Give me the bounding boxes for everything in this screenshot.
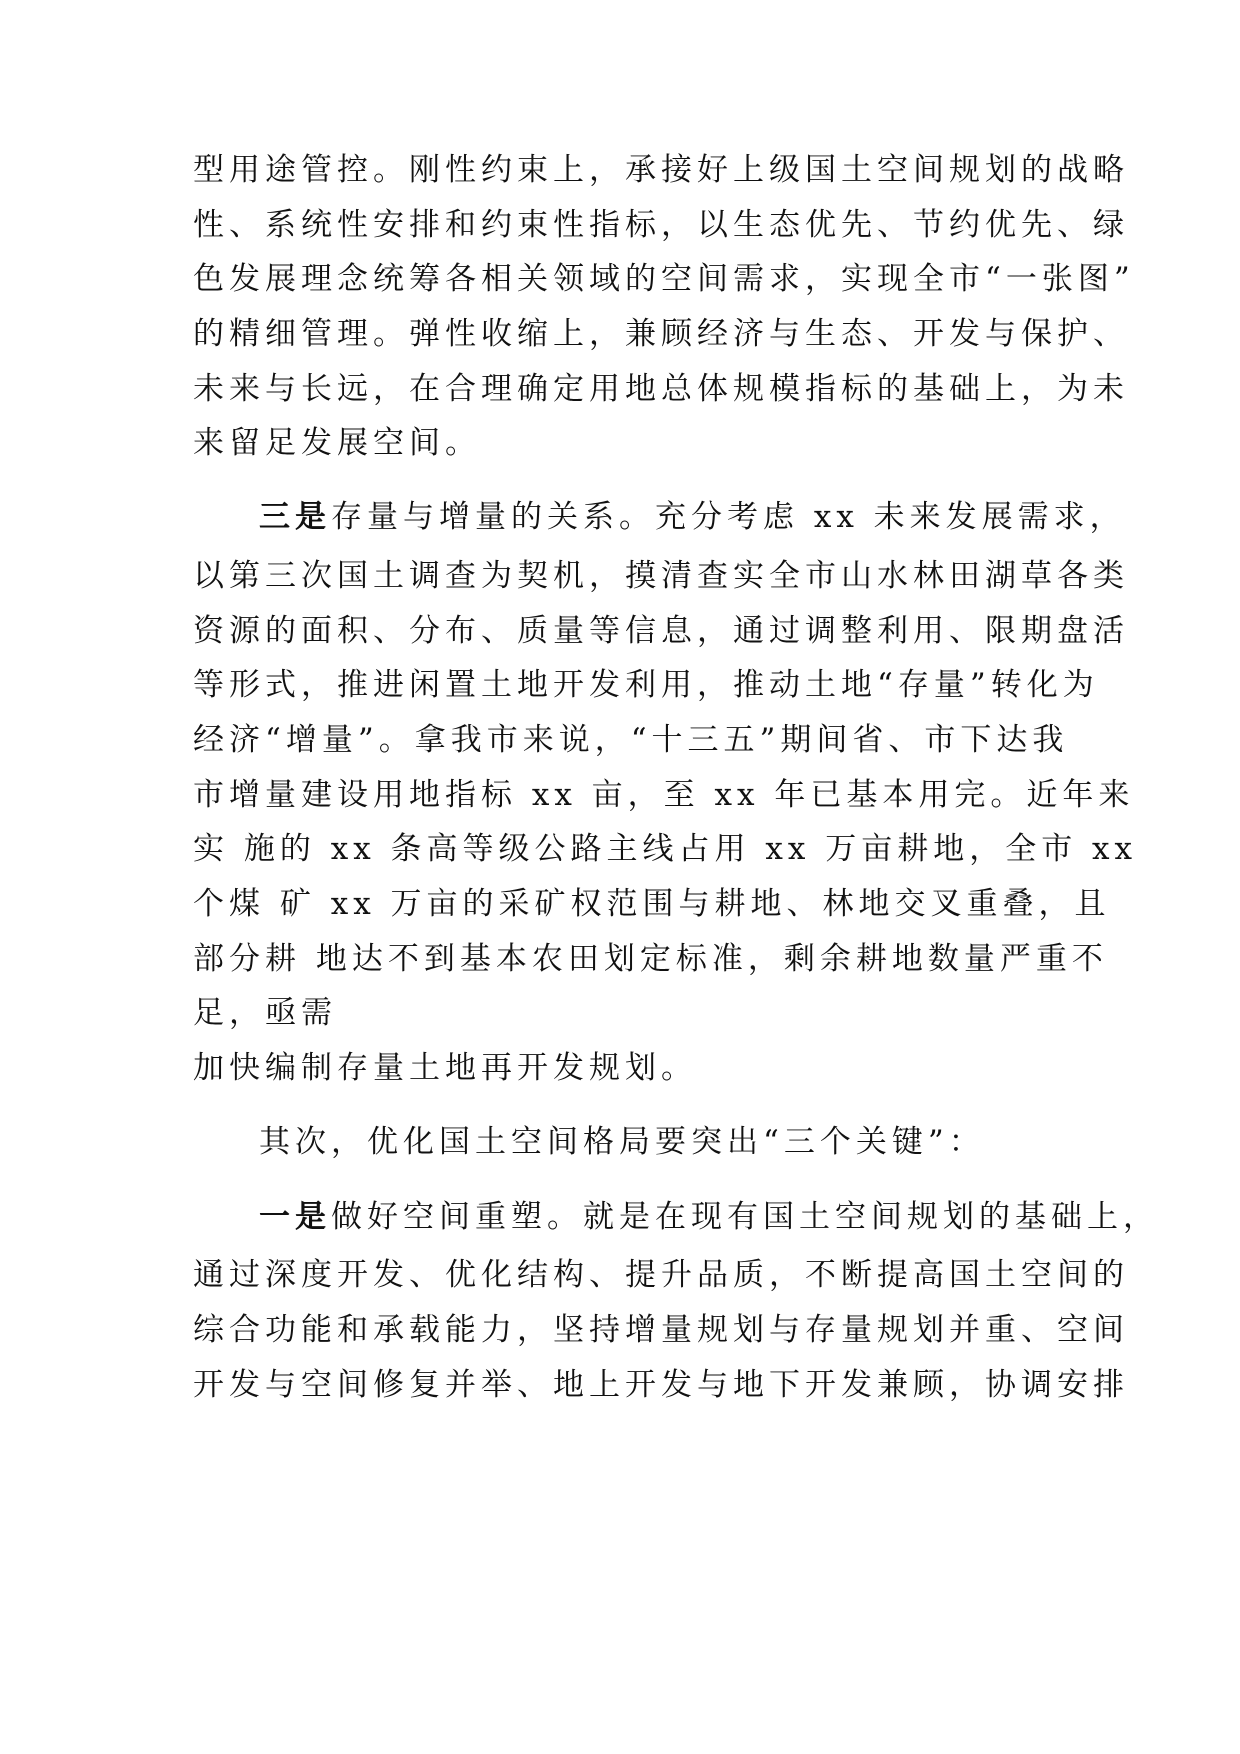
paragraph-4-line: 开发与空间修复并举、地上开发与地下开发兼顾，协调安排 [193,1367,1129,1403]
paragraph-4-line: 通过深度开发、优化结构、提升品质，不断提高国土空间的 [193,1257,1129,1293]
paragraph-1-line: 色发展理念统筹各相关领域的空间需求，实现全市“一张图” [193,261,1135,297]
paragraph-1-line: 型用途管控。刚性约束上，承接好上级国土空间规划的战略 [193,152,1129,188]
paragraph-3-line: 其次，优化国土空间格局要突出“三个关键”： [259,1124,985,1160]
paragraph-2-line: 部分耕 地达不到基本农田划定标准，剩余耕地数量严重不 [193,941,1108,977]
paragraph-2-first-line [259,497,1126,537]
paragraph-4-lead: 一是 [259,1199,331,1235]
paragraph-1-line: 的精细管理。弹性收缩上，兼顾经济与生态、开发与保护、 [193,316,1129,352]
paragraph-2-line: 市增量建设用地指标 xx 亩，至 xx 年已基本用完。近年来 [193,777,1135,813]
paragraph-2-line: 等形式，推进闲置土地开发利用，推动土地“存量”转化为 [193,667,1099,703]
paragraph-2-line: 资源的面积、分布、质量等信息，通过调整利用、限期盘活 [193,613,1129,649]
paragraph-1-line: 未来与长远，在合理确定用地总体规模指标的基础上，为未 [193,371,1129,407]
paragraph-2-line: 足，亟需 [193,995,337,1031]
paragraph-1-line: 性、系统性安排和约束性指标，以生态优先、节约优先、绿 [193,207,1129,243]
paragraph-1-line: 来留足发展空间。 [193,425,481,461]
paragraph-2-line: 实 施的 xx 条高等级公路主线占用 xx 万亩耕地，全市 xx [193,831,1138,867]
paragraph-2-line: 以第三次国土调查为契机，摸清查实全市山水林田湖草各类 [193,558,1129,594]
paragraph-2-lead: 三是 [259,499,331,535]
paragraph-2-line: 经济“增量”。拿我市来说，“十三五”期间省、市下达我 [193,722,1069,758]
paragraph-4-first-rest: 做好空间重塑。就是在现有国土空间规划的基础上， [331,1199,1159,1235]
paragraph-2-line: 个煤 矿 xx 万亩的采矿权范围与耕地、林地交叉重叠，且 [193,886,1111,922]
paragraph-4-line: 综合功能和承载能力，坚持增量规划与存量规划并重、空间 [193,1312,1129,1348]
paragraph-2-first-rest: 存量与增量的关系。充分考虑 xx 未来发展需求， [331,499,1126,535]
paragraph-2-line: 加快编制存量土地再开发规划。 [193,1050,697,1086]
paragraph-4-first-line [259,1197,1159,1237]
